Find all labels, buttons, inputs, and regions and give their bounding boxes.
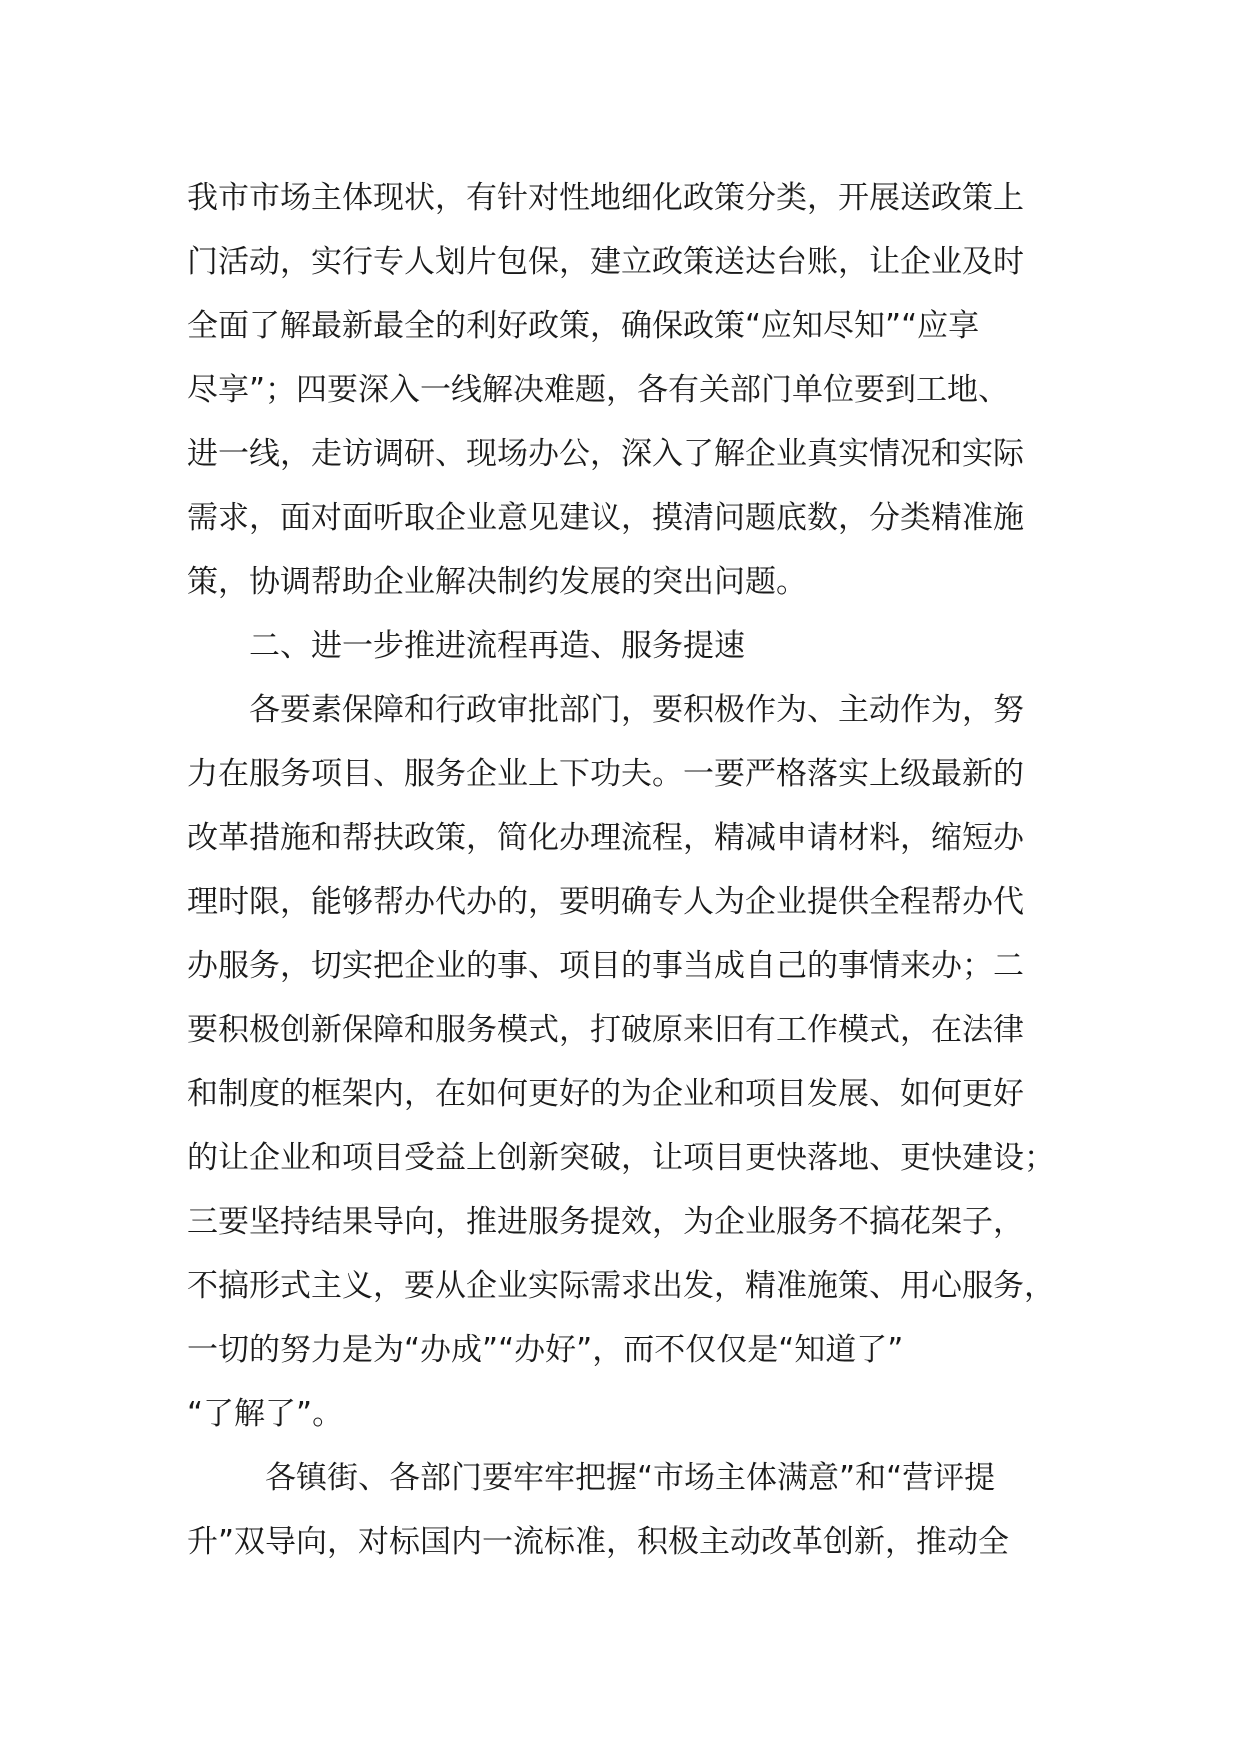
section-heading: 二、进一步推进流程再造、服务提速: [249, 628, 745, 664]
paragraph-line: 升”双导向，对标国内一流标准，积极主动改革创新，推动全: [187, 1524, 1010, 1560]
paragraph-line: 和制度的框架内，在如何更好的为企业和项目发展、如何更好: [187, 1076, 1024, 1112]
paragraph-line: “了解了”。: [187, 1396, 344, 1432]
paragraph-line: 门活动，实行专人划片包保，建立政策送达台账，让企业及时: [187, 244, 1024, 280]
paragraph-line: 一切的努力是为“办成”“办好”，而不仅仅是“知道了”: [187, 1332, 904, 1368]
paragraph-line: 不搞形式主义，要从企业实际需求出发，精准施策、用心服务，: [187, 1268, 1055, 1304]
paragraph-line: 办服务，切实把企业的事、项目的事当成自己的事情来办；二: [187, 948, 1024, 984]
document-body: [187, 166, 1087, 1574]
paragraph-line: 的让企业和项目受益上创新突破，让项目更快落地、更快建设；: [187, 1140, 1055, 1176]
paragraph-line: 各镇街、各部门要牢牢把握“市场主体满意”和“营评提: [265, 1460, 996, 1496]
paragraph-line: 三要坚持结果导向，推进服务提效，为企业服务不搞花架子，: [187, 1204, 1024, 1240]
paragraph-line: 全面了解最新最全的利好政策，确保政策“应知尽知”“应享: [187, 308, 980, 344]
paragraph-line: 尽享”；四要深入一线解决难题，各有关部门单位要到工地、: [187, 372, 1010, 408]
paragraph-line: 要积极创新保障和服务模式，打破原来旧有工作模式，在法律: [187, 1012, 1024, 1048]
paragraph-line: 策，协调帮助企业解决制约发展的突出问题。: [187, 564, 807, 600]
paragraph-line: 力在服务项目、服务企业上下功夫。一要严格落实上级最新的: [187, 756, 1024, 792]
paragraph-line: 改革措施和帮扶政策，简化办理流程，精减申请材料，缩短办: [187, 820, 1024, 856]
paragraph-line: 我市市场主体现状，有针对性地细化政策分类，开展送政策上: [187, 180, 1024, 216]
paragraph-line: 理时限，能够帮办代办的，要明确专人为企业提供全程帮办代: [187, 884, 1024, 920]
paragraph-line: 进一线，走访调研、现场办公，深入了解企业真实情况和实际: [187, 436, 1024, 472]
paragraph-line: 需求，面对面听取企业意见建议，摸清问题底数，分类精准施: [187, 500, 1024, 536]
paragraph-line: 各要素保障和行政审批部门，要积极作为、主动作为，努: [249, 692, 1024, 728]
